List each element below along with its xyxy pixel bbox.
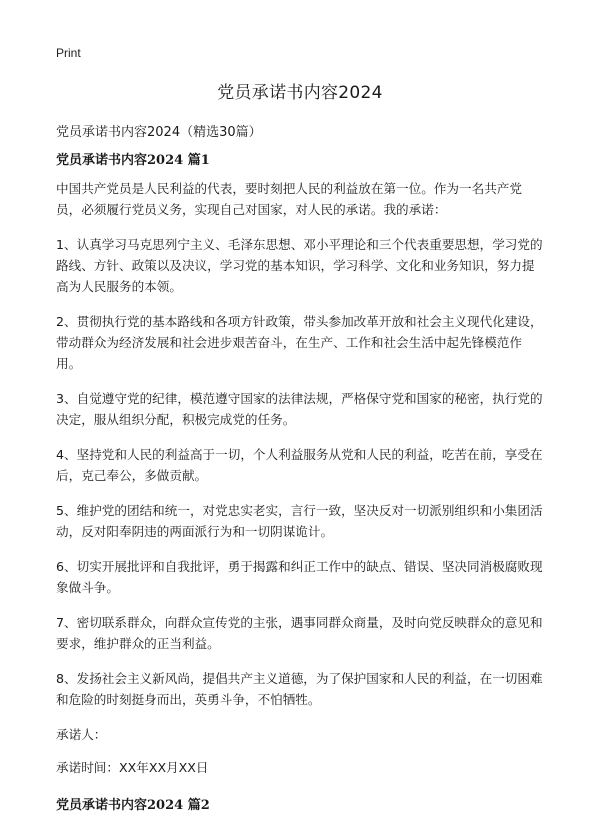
document-body [56,149,546,823]
page-title: 党员承诺书内容2024 [217,83,383,103]
pledge-item-7: 7、密切联系群众，向群众宣传党的主张，遇事同群众商量，及时向党反映群众的意见和要求，维护群众的正当利益。 [56,615,543,651]
section-heading-1: 党员承诺书内容2024 篇1 [56,153,210,168]
pledge-item-6: 6、切实开展批评和自我批评，勇于揭露和纠正工作中的缺点、错误、坚决同消极腐败现象做斗争。 [56,559,543,595]
pledge-item-1: 1、认真学习马克思列宁主义、毛泽东思想、邓小平理论和三个代表重要思想，学习党的路线、方针、政策以及决议，学习党的基本知识，学习科学、文化和业务知识，努力提高为人民服务的本领。 [56,237,543,294]
pledge-date: 承诺时间：XX年XX月XX日 [56,760,209,775]
signer-label: 承诺人： [56,727,107,742]
intro-paragraph: 中国共产党员是人民利益的代表，要时刻把人民的利益放在第一位。作为一名共产党员，必须履行党员义务，实现自己对国家，对人民的承诺。我的承诺： [56,181,522,217]
pledge-item-4: 4、坚持党和人民的利益高于一切，个人利益服务从党和人民的利益，吃苦在前，享受在后，克己奉公，多做贡献。 [56,447,543,483]
pledge-item-2: 2、贯彻执行党的基本路线和各项方针政策，带头参加改革开放和社会主义现代化建设，带动群众为经济发展和社会进步艰苦奋斗，在生产、工作和社会生活中起先锋模范作用。 [56,314,543,371]
pledge-item-5: 5、维护党的团结和统一，对党忠实老实，言行一致，坚决反对一切派别组织和小集团活动，反对阳奉阴违的两面派行为和一切阴谋诡计。 [56,503,543,539]
section-heading-2: 党员承诺书内容2024 篇2 [56,798,210,813]
print-link[interactable]: Print [56,46,81,60]
pledge-item-3: 3、自觉遵守党的纪律，模范遵守国家的法律法规，严格保守党和国家的秘密，执行党的决定，服从组织分配，积极完成党的任务。 [56,391,543,427]
pledge-item-8: 8、发扬社会主义新风尚，提倡共产主义道德，为了保护国家和人民的利益，在一切困难和危险的时刻挺身而出，英勇斗争，不怕牺牲。 [56,671,543,707]
document-subtitle: 党员承诺书内容2024（精选30篇） [56,125,262,140]
